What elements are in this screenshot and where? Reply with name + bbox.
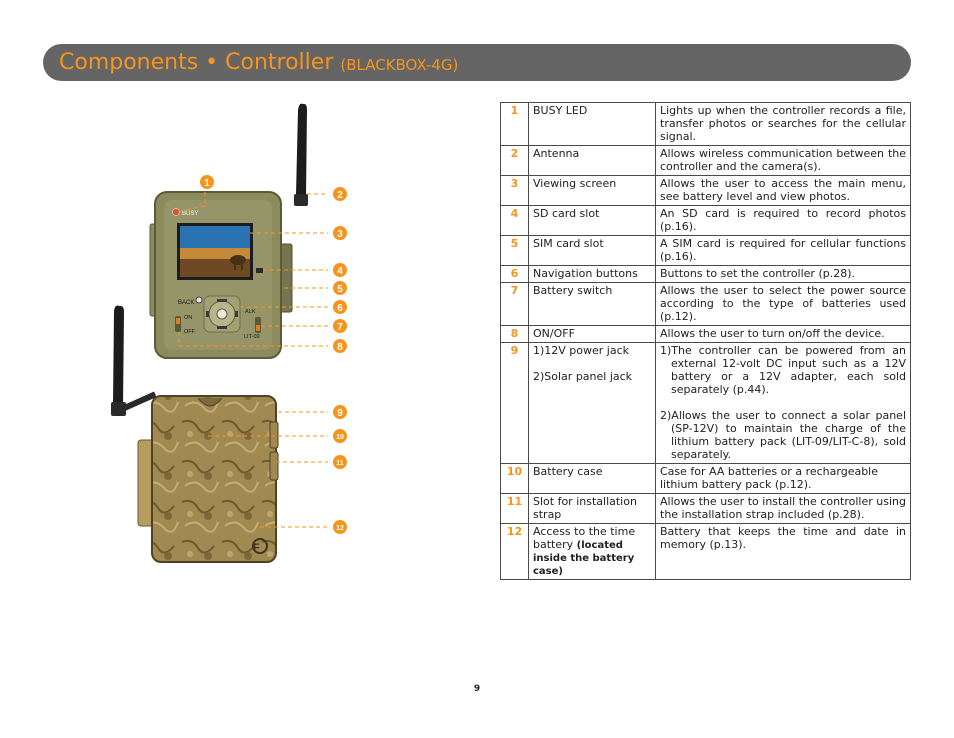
component-name: Battery switch bbox=[529, 283, 656, 326]
svg-text:4: 4 bbox=[337, 266, 343, 277]
table-row bbox=[501, 343, 911, 464]
component-description: Battery that keeps the time and date in memory (p.13). bbox=[656, 524, 911, 580]
page-title: Components • Controller bbox=[59, 50, 334, 75]
component-name: Antenna bbox=[529, 146, 656, 176]
component-name: Viewing screen bbox=[529, 176, 656, 206]
callout-badge-6 bbox=[333, 300, 347, 314]
component-name-text: Access to the time battery bbox=[533, 525, 636, 551]
component-name: BUSY LED bbox=[529, 103, 656, 146]
table-row bbox=[501, 494, 911, 524]
svg-text:5: 5 bbox=[337, 284, 343, 295]
svg-text:2: 2 bbox=[337, 190, 343, 201]
row-number: 5 bbox=[501, 236, 529, 266]
component-description: Lights up when the controller records a file, transfer photos or searches for the cellular signal. bbox=[656, 103, 911, 146]
component-name-note: (located inside the battery case) bbox=[533, 540, 635, 577]
component-description: Buttons to set the controller (p.28). bbox=[656, 266, 911, 283]
svg-text:3: 3 bbox=[337, 229, 343, 240]
table-row bbox=[501, 464, 911, 494]
table-row bbox=[501, 103, 911, 146]
controller-front-view bbox=[150, 104, 308, 358]
callout-badge-9 bbox=[333, 405, 347, 419]
component-name bbox=[529, 343, 656, 464]
row-number: 2 bbox=[501, 146, 529, 176]
svg-text:6: 6 bbox=[337, 303, 343, 314]
component-description: Allows wireless communication between the controller and the camera(s). bbox=[656, 146, 911, 176]
row-number: 4 bbox=[501, 206, 529, 236]
alk-label: ALK bbox=[245, 309, 256, 315]
svg-text:1: 1 bbox=[204, 178, 210, 189]
row-number: 3 bbox=[501, 176, 529, 206]
callout-badge-4 bbox=[333, 263, 347, 277]
component-description-part-2: 2)Allows the user to connect a solar panel (SP-12V) to maintain the charge of the lithium battery pack (LIT-09/LIT-C-8), sold separately. bbox=[660, 409, 906, 461]
on-label: ON bbox=[184, 315, 193, 321]
callout-badge-2 bbox=[333, 187, 347, 201]
callout-badge-12 bbox=[333, 520, 347, 534]
component-description: Allows the user to turn on/off the device. bbox=[656, 326, 911, 343]
table-row bbox=[501, 524, 911, 580]
component-name: Slot for installation strap bbox=[529, 494, 656, 524]
svg-text:10: 10 bbox=[336, 434, 344, 441]
table-row bbox=[501, 266, 911, 283]
component-name-part-1: 1)12V power jack bbox=[533, 344, 630, 357]
svg-text:12: 12 bbox=[336, 525, 344, 532]
row-number: 7 bbox=[501, 283, 529, 326]
callout-badge-8 bbox=[333, 339, 347, 353]
component-description: Allows the user to install the controller using the installation strap included (p.28). bbox=[656, 494, 911, 524]
component-name: Navigation buttons bbox=[529, 266, 656, 283]
page-header-banner bbox=[43, 44, 911, 81]
table-row bbox=[501, 326, 911, 343]
component-name: SIM card slot bbox=[529, 236, 656, 266]
model-name: (BLACKBOX-4G) bbox=[340, 55, 459, 74]
row-number: 8 bbox=[501, 326, 529, 343]
callout-badge-3 bbox=[333, 226, 347, 240]
callout-badge-7 bbox=[333, 319, 347, 333]
component-description: An SD card is required to record photos (p.16). bbox=[656, 206, 911, 236]
component-name: ON/OFF bbox=[529, 326, 656, 343]
component-description-part-1: 1)The controller can be powered from an external 12-volt DC input such as a 12V battery or a 12V adapter, each sold separately (p.44). bbox=[660, 344, 906, 396]
table-row bbox=[501, 206, 911, 236]
component-description: Allows the user to select the power source according to the type of batteries used (p.12). bbox=[656, 283, 911, 326]
callout-badge-5 bbox=[333, 281, 347, 295]
row-number: 12 bbox=[501, 524, 529, 580]
svg-text:7: 7 bbox=[337, 322, 343, 333]
callout-badge-1 bbox=[200, 175, 214, 189]
controller-photo bbox=[100, 96, 360, 576]
callout-badge-11 bbox=[333, 455, 347, 469]
row-number: 10 bbox=[501, 464, 529, 494]
svg-text:11: 11 bbox=[336, 460, 344, 467]
component-name bbox=[529, 524, 656, 580]
component-description: A SIM card is required for cellular functions (p.16). bbox=[656, 236, 911, 266]
table-row bbox=[501, 176, 911, 206]
row-number: 6 bbox=[501, 266, 529, 283]
back-label: BACK bbox=[178, 300, 195, 306]
callout-badge-10 bbox=[333, 429, 347, 443]
table-row bbox=[501, 236, 911, 266]
component-name: SD card slot bbox=[529, 206, 656, 236]
row-number: 11 bbox=[501, 494, 529, 524]
page-number: 9 bbox=[473, 684, 481, 694]
svg-text:8: 8 bbox=[337, 342, 343, 353]
components-table bbox=[500, 102, 911, 580]
off-label: OFF bbox=[184, 329, 195, 335]
component-name-part-2: 2)Solar panel jack bbox=[533, 370, 633, 383]
component-description: Allows the user to access the main menu, see battery level and view photos. bbox=[656, 176, 911, 206]
component-description bbox=[656, 343, 911, 464]
lit-label: LIT-09 bbox=[244, 334, 260, 340]
busy-label: BUSY bbox=[182, 211, 199, 217]
svg-text:F: F bbox=[253, 542, 260, 554]
component-name: Battery case bbox=[529, 464, 656, 494]
table-row bbox=[501, 283, 911, 326]
component-description: Case for AA batteries or a rechargeable lithium battery pack (p.12). bbox=[656, 464, 911, 494]
row-number: 9 bbox=[501, 343, 529, 464]
table-row bbox=[501, 146, 911, 176]
svg-text:9: 9 bbox=[337, 408, 343, 419]
row-number: 1 bbox=[501, 103, 529, 146]
